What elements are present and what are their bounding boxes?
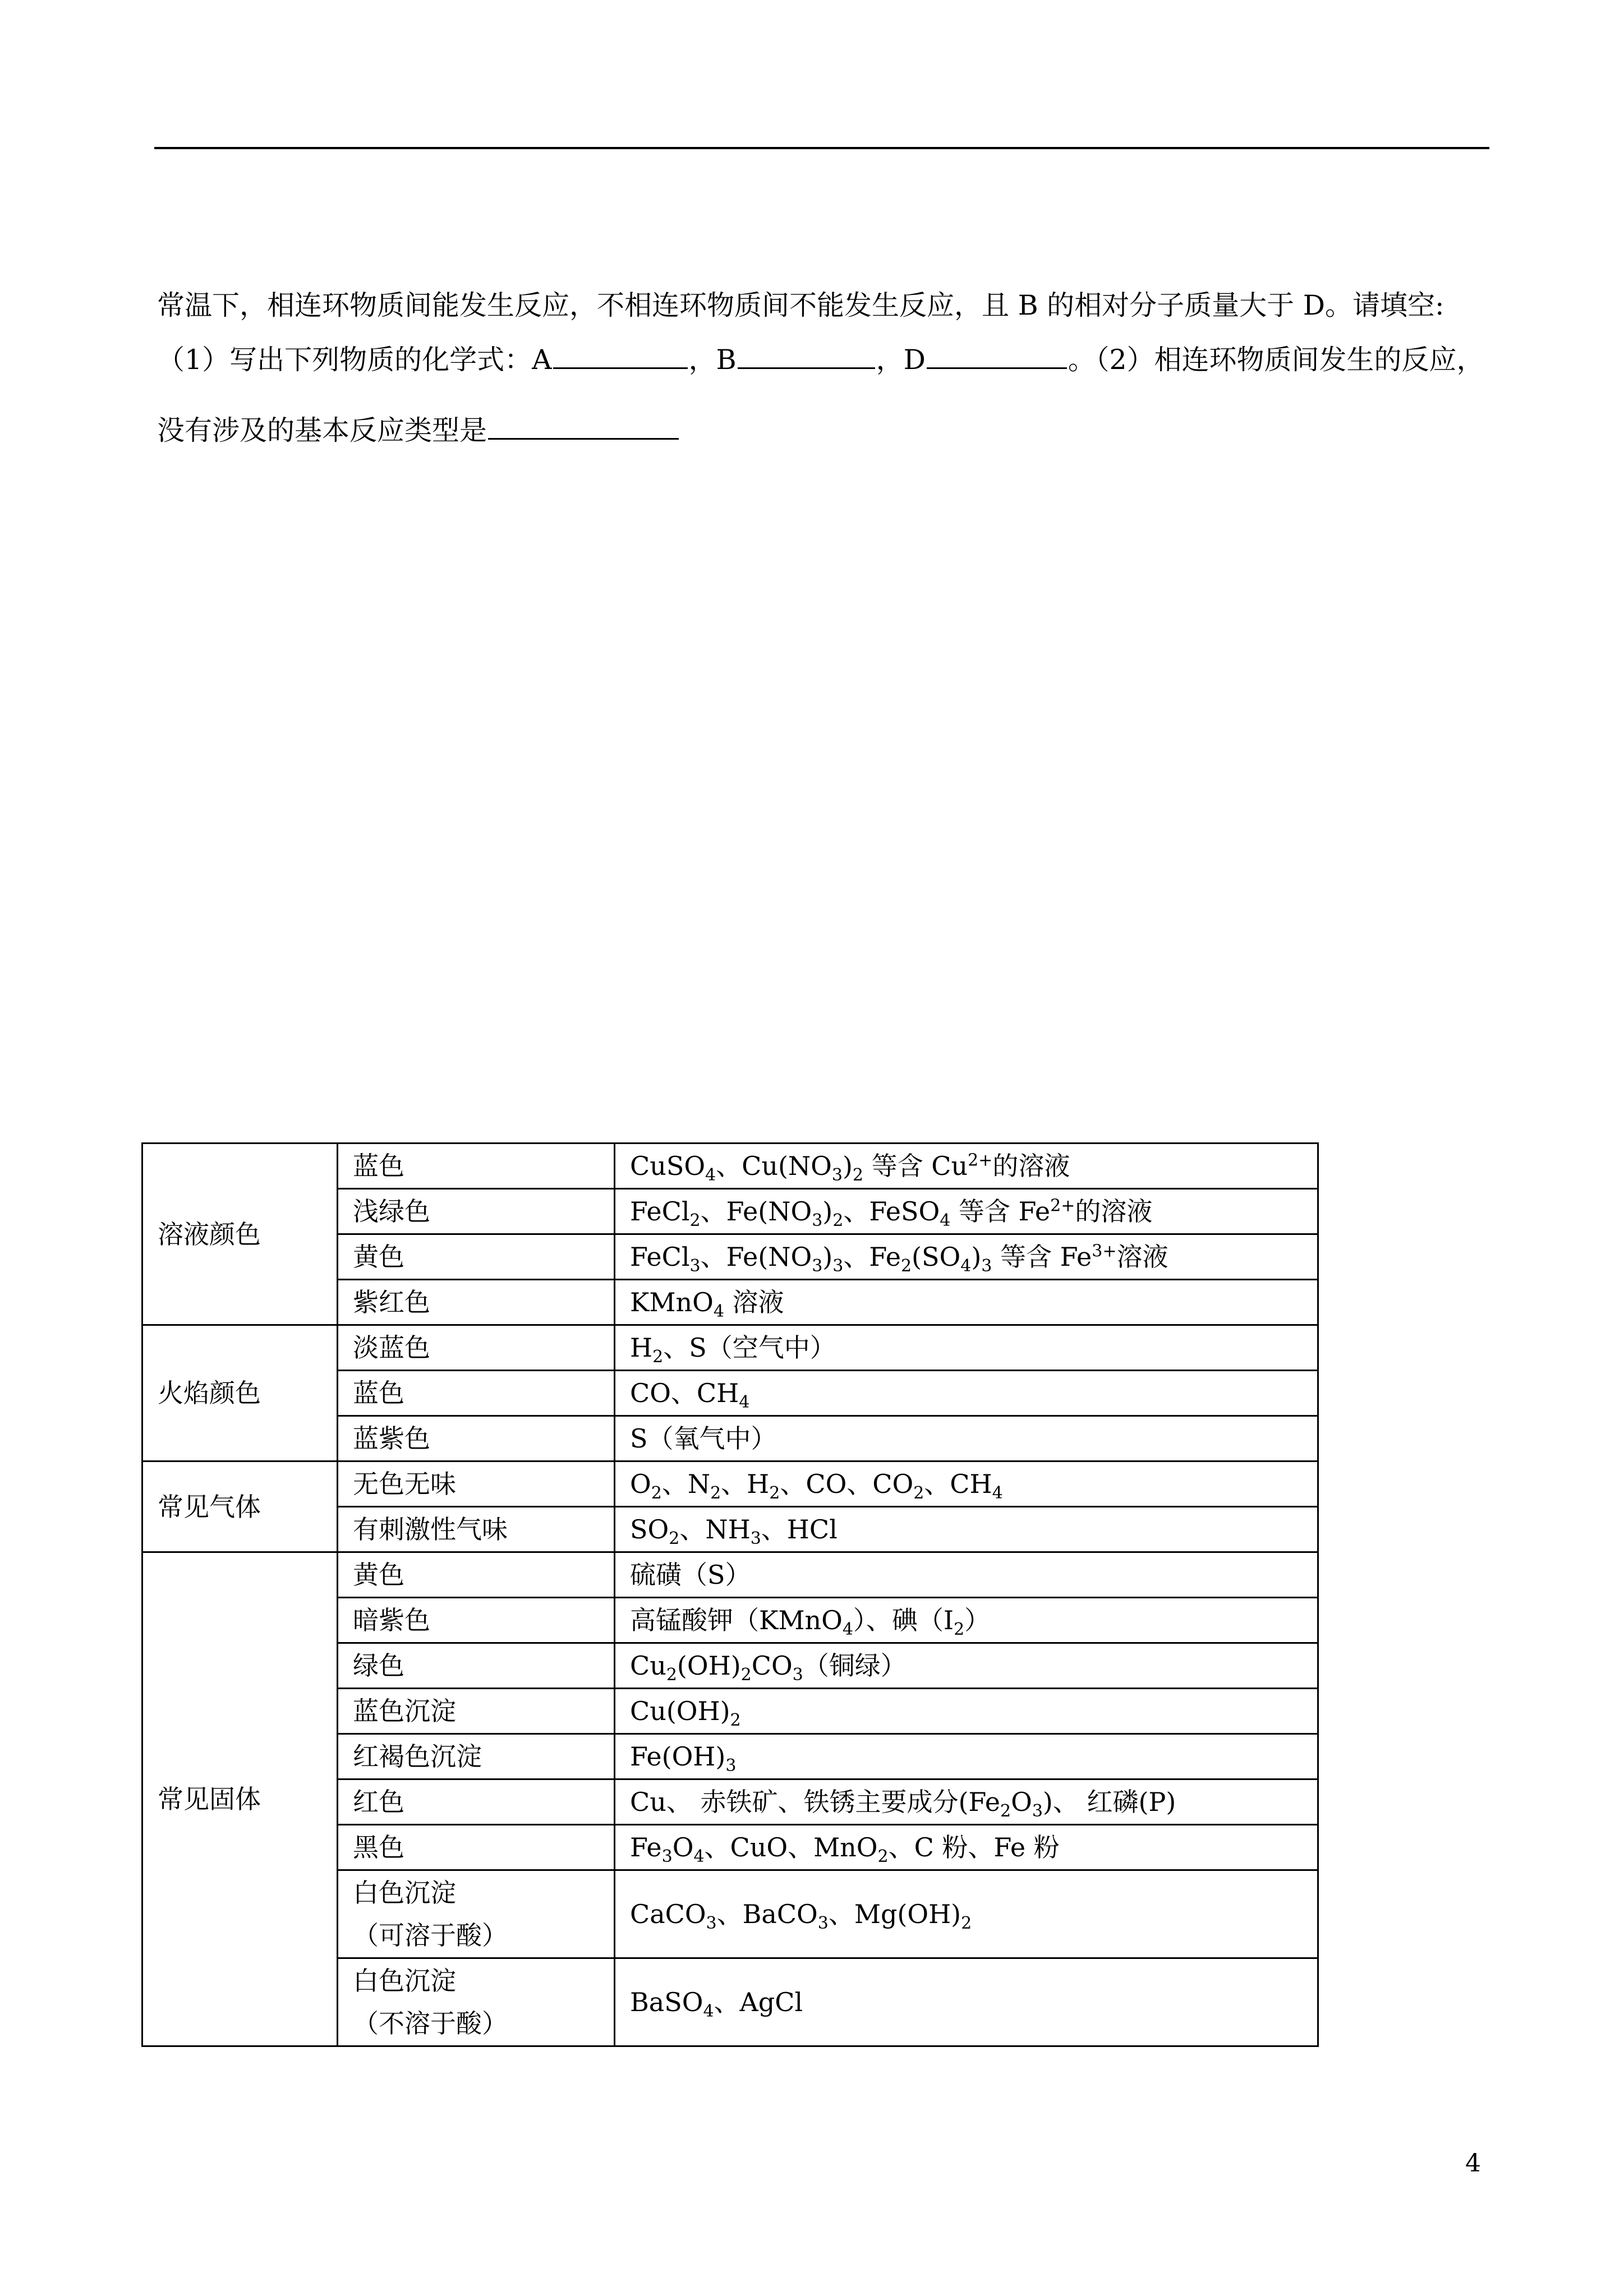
category-cell: 溶液颜色 [142,1144,338,1325]
property-cell: 红色 [338,1779,615,1825]
category-cell: 火焰颜色 [142,1325,338,1461]
substances-cell: CO、$CH_4$ [615,1371,1318,1416]
substances-cell: S（氧气中） [615,1416,1318,1461]
substances-cell: $Fe(OH)_3$ [615,1734,1318,1779]
question-part-1-intro: （1）写出下列物质的化学式：A [157,344,552,376]
category-cell: 常见固体 [142,1552,338,2046]
substances-cell: FeCl$_3$、$Fe(NO_3)_3$、$Fe_2(SO_4)_3$ 等含 $Fe^{3+}$溶液 [615,1234,1318,1280]
substances-cell: $Cu_2(OH)_2CO_3$（铜绿） [615,1643,1318,1689]
substances-cell: CuSO$_4$、$Cu(NO_3)_2$ 等含 $Cu^{2+}$的溶液 [615,1144,1318,1189]
property-cell: 绿色 [338,1643,615,1689]
property-qualifier: （不溶于酸） [353,2008,508,2039]
property-cell [338,1870,615,1958]
property-cell: 紫红色 [338,1280,615,1325]
question-line-3-text: 没有涉及的基本反应类型是 [157,414,487,446]
substances-cell: CaCO$_3$、BaCO$_3$、$Mg(OH)_2$ [615,1870,1318,1958]
substance-properties-table [141,1142,1319,2047]
substances-cell: $H_2$、S（空气中） [615,1325,1318,1371]
property-cell: 蓝色沉淀 [338,1689,615,1734]
question-line-2 [157,342,1520,379]
property-cell [338,1958,615,2046]
category-cell: 常见气体 [142,1461,338,1552]
substances-cell: $O_2$、$N_2$、$H_2$、CO、$CO_2$、$CH_4$ [615,1461,1318,1507]
property-cell: 有刺激性气味 [338,1507,615,1552]
property-cell: 黄色 [338,1234,615,1280]
table-row [142,1552,1318,1598]
property-cell: 无色无味 [338,1461,615,1507]
property-cell: 黑色 [338,1825,615,1870]
answer-blank-d[interactable] [927,342,1067,369]
substances-cell: $Cu(OH)_2$ [615,1689,1318,1734]
question-line-3 [157,412,1520,449]
question-part-2-intro: 。（2）相连环物质间发生的反应， [1068,344,1484,376]
table-row [142,1461,1318,1507]
page-number: 4 [1465,2149,1481,2178]
answer-blank-a[interactable] [553,342,688,369]
separator-d: ，D [876,344,926,376]
substances-cell: 硫磺（S） [615,1552,1318,1598]
table-row [142,1144,1318,1189]
property-label: 白色沉淀 [353,1878,456,1908]
property-cell: 蓝色 [338,1144,615,1189]
property-qualifier: （可溶于酸） [353,1920,508,1951]
substances-cell: FeCl$_2$、$Fe(NO_3)_2$、FeSO$_4$ 等含 $Fe^{2+}$的溶液 [615,1189,1318,1234]
property-cell: 黄色 [338,1552,615,1598]
substances-cell: KMnO$_4$ 溶液 [615,1280,1318,1325]
substances-cell: 高锰酸钾（KMnO$_4$）、碘$(I_2)$ [615,1598,1318,1643]
property-cell: 蓝色 [338,1371,615,1416]
answer-blank-b[interactable] [738,342,875,369]
property-cell: 蓝紫色 [338,1416,615,1461]
table-row [142,1325,1318,1371]
answer-blank-reaction-type[interactable] [488,412,679,440]
header-rule [154,147,1489,149]
table-body [142,1144,1318,2046]
substances-cell: $SO_2$、$NH_3$、HCl [615,1507,1318,1552]
property-cell: 淡蓝色 [338,1325,615,1371]
property-cell: 红褐色沉淀 [338,1734,615,1779]
property-cell: 暗紫色 [338,1598,615,1643]
question-line-1: 常温下，相连环物质间能发生反应，不相连环物质间不能发生反应，且 B 的相对分子质量大于 D。请填空: [157,289,1444,321]
property-cell: 浅绿色 [338,1189,615,1234]
separator-b: ，B [688,344,737,376]
property-label: 白色沉淀 [353,1966,456,1996]
substances-cell: $Fe_3O_4$、CuO、MnO$_2$、C 粉、Fe 粉 [615,1825,1318,1870]
substances-cell: BaSO$_4$、AgCl [615,1958,1318,2046]
substances-cell: Cu、 赤铁矿、铁锈主要成分$(Fe_2O_3)$、 红磷(P) [615,1779,1318,1825]
